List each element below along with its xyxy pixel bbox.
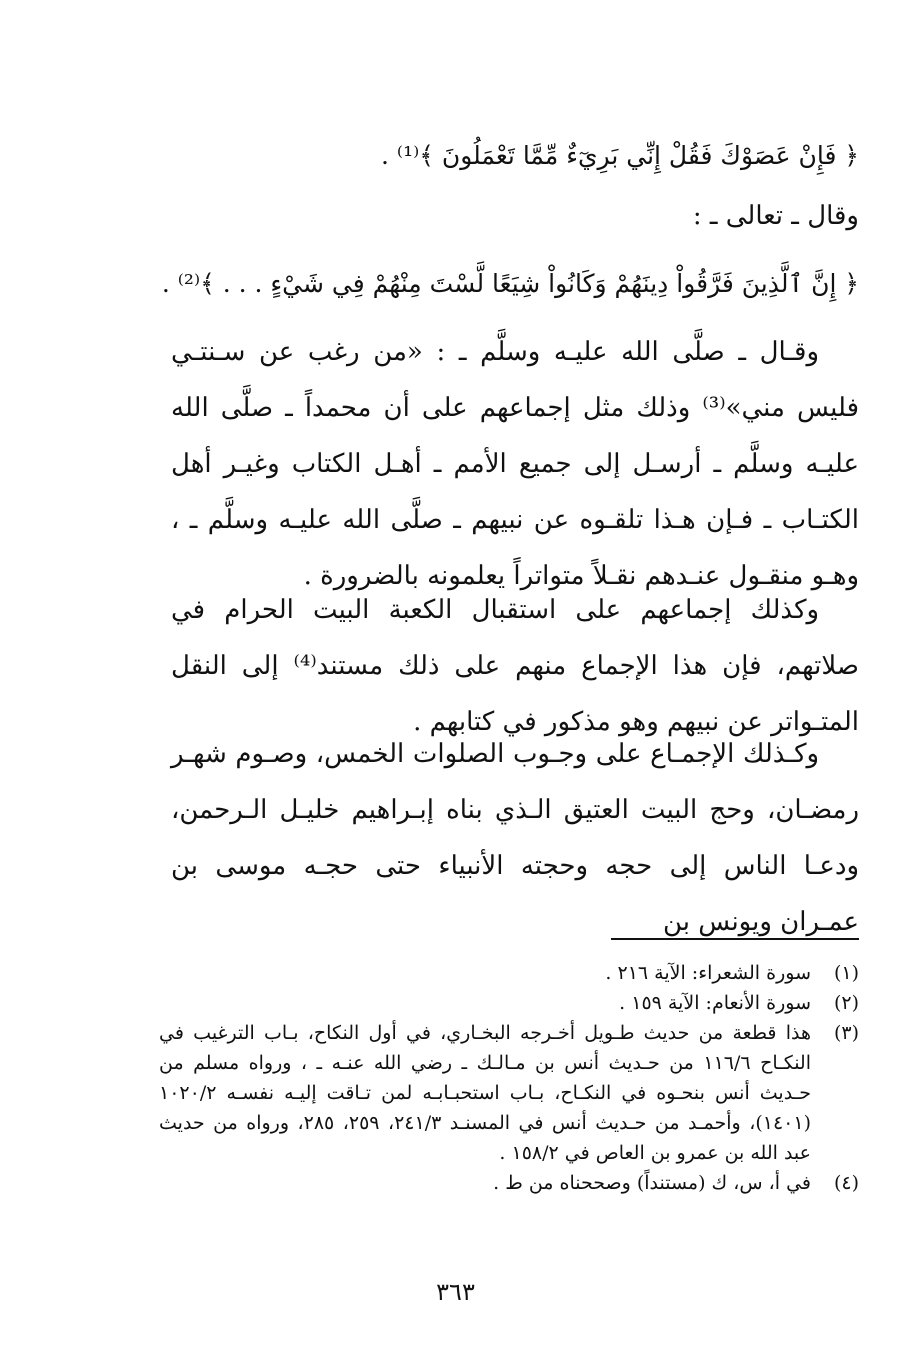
body-paragraph-2 [171, 582, 859, 750]
footnotes [159, 958, 859, 1198]
footnote-text: سورة الأنعام: الآية ١٥٩ . [619, 992, 811, 1014]
footnote-text: هذا قطعة من حديث طـويل أخـرجه البخـاري، في أول النكاح، بـاب الترغيب في النكـاح ١١٦/٦ من حـديث أنس بن مـالـك ـ رضي الله عنـه ـ ، ورواه مسلم من حـديث أنس بنحـوه في النكـاح، بـاب استحبـابـه لمن تـاقت إليـه نفسـه ١٠٢٠/٢ (١٤٠١)، وأحمـد من حـديث أنس في المسنـد ٢٤١/٣، ٢٥٩، ٢٨٥، ورواه من حديث عبد الله بن عمرو بن العاص في ١٥٨/٢ . [159, 1022, 812, 1164]
body-paragraph-1 [171, 324, 859, 604]
footnote-4 [159, 1168, 859, 1198]
footnote-number: (٣) [833, 1022, 859, 1044]
footnote-text: في أ، س، ك (مستنداً) وصححناه من ط . [493, 1172, 811, 1194]
body-paragraph-3 [171, 726, 859, 950]
transition-line: وقال ـ تعالى ـ : [692, 201, 859, 231]
footnote-3 [159, 1018, 859, 1168]
quran-verse-2: ﴿ إِنَّ ٱلَّذِينَ فَرَّقُواْ دِينَهُمْ وَكَانُواْ شِيَعًا لَّسْتَ مِنْهُمْ فِي شَيْءٍ . . . ﴾⁽²⁾ . [161, 269, 859, 298]
footnote-number: (١) [833, 962, 859, 984]
footnote-text: سورة الشعراء: الآية ٢١٦ . [605, 962, 811, 984]
paragraph-text: وكذلك إجماعهم على استقبال الكعبة البيت الحرام في صلاتهم، فإن هذا الإجماع منهم على ذلك مستند⁽⁴⁾ إلى النقل المتـواتر عن نبيهم وهو مذكور في كتابهم . [171, 595, 859, 737]
page-number: ٣٦٣ [436, 1278, 475, 1306]
paragraph-text: وكـذلك الإجمـاع على وجـوب الصلوات الخمس، وصـوم شهـر رمضـان، وحج البيت العتيق الـذي بناه إبـراهيم خليـل الـرحمن، ودعـا الناس إلى حجه وحجته الأنبياء حتى حجـه موسى بن عمـران ويونس بن [171, 739, 859, 937]
footnote-divider [611, 938, 859, 940]
footnote-number: (٢) [833, 992, 859, 1014]
footnote-1 [159, 958, 859, 988]
footnote-number: (٤) [833, 1172, 859, 1194]
paragraph-text: وقـال ـ صلَّى الله عليـه وسلَّم ـ : «من رغب عن سـنتـي فليس مني»⁽³⁾ وذلك مثل إجماعهم على أن محمداً ـ صلَّى الله عليـه وسلَّم ـ أرسـل إلى جميع الأمم ـ أهـل الكتاب وغيـر أهل الكتـاب ـ فـإن هـذا تلقـوه عن نبيهم ـ صلَّى الله عليـه وسلَّم ـ ، وهـو منقـول عنـدهم نقـلاً متواتراً يعلمونه بالضرورة . [171, 337, 860, 591]
quran-verse-1: ﴿ فَإِنْ عَصَوْكَ فَقُلْ إِنِّي بَرِيٓءٌ مِّمَّا تَعْمَلُونَ ﴾⁽¹⁾ . [381, 141, 859, 170]
footnote-2 [159, 988, 859, 1018]
